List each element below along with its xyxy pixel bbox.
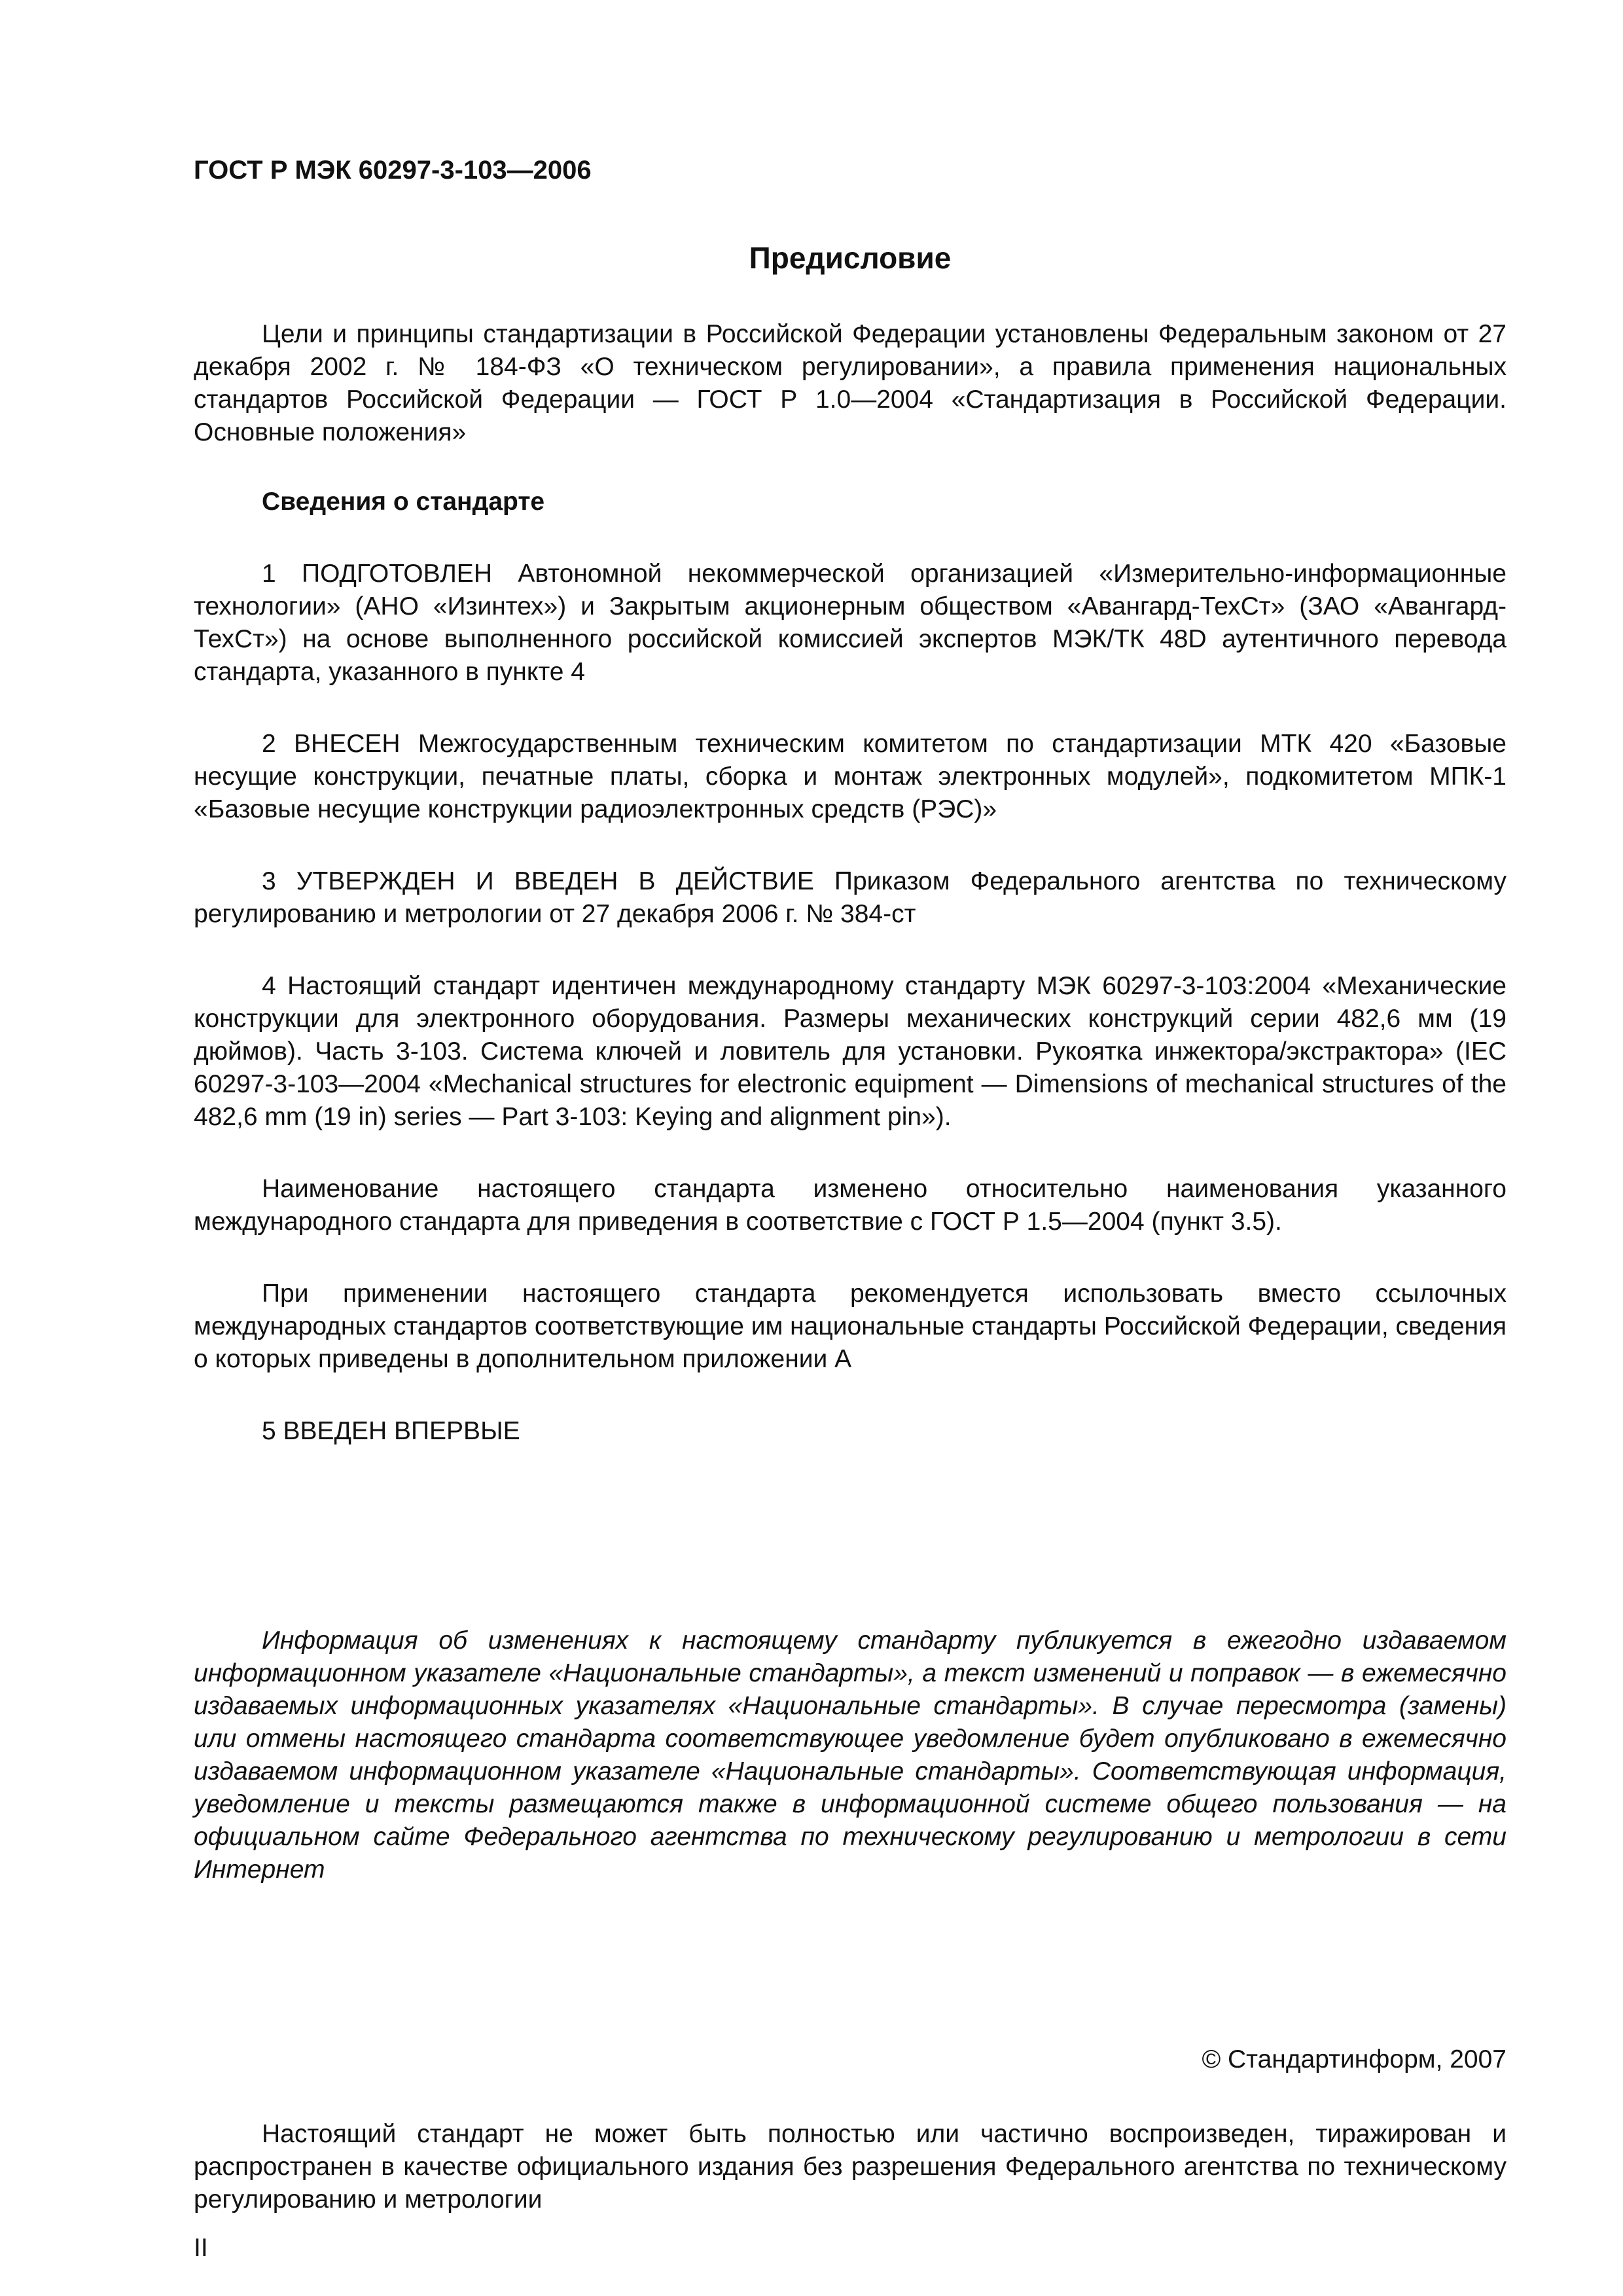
item-identical: 4 Настоящий стандарт идентичен международному стандарту МЭК 60297-3-103:2004 «Механические конструкции для электронного оборудования. Размеры механических конструкций серии 482,6 мм (19 дюймов). Часть 3-103. Система ключей и ловитель для установки. Рукоятка инжектора/экстрактора» (IEC 60297-3-103—2004 «Mechanical structures for electronic equipment — Dimensions of mechanical structures of the 482,6 mm (19 in) series — Part 3-103: Keying and alignment pin»). [194, 972, 1507, 1131]
changes-notice: Информация об изменениях к настоящему стандарту публикуется в ежегодно издаваемом информационном указателе «Национальные стандарты», а текст изменений и поправок — в ежемесячно издаваемых информационных указателях «Национальные стандарты». В случае пересмотра (замены) или отмены настоящего стандарта соответствующее уведомление будет опубликовано в ежемесячно издаваемом информационном указателе «Национальные стандарты». Соответствующая информация, уведомление и тексты размещаются также в информационной системе общего пользования — на официальном сайте Федерального агентства по техническому регулированию и метрологии в сети Интернет [194, 1626, 1507, 1884]
item-first-introduced: 5 ВВЕДЕН ВПЕРВЫЕ [262, 1417, 520, 1445]
intro-paragraph: Цели и принципы стандартизации в Российской Федерации установлены Федеральным законом от 27 декабря 2002 г. № 184-ФЗ «О техническом регулировании», а правила применения национальных стандартов Российской Федерации — ГОСТ Р 1.0—2004 «Стандартизация в Российской Федерации. Основные положения» [194, 320, 1507, 446]
standard-code-header: ГОСТ Р МЭК 60297-3-103—2006 [194, 156, 592, 185]
item-submitted: 2 ВНЕСЕН Межгосударственным техническим комитетом по стандартизации МТК 420 «Базовые несущие конструкции, печатные платы, сборка и монтаж электронных модулей», подкомитетом МПК-1 «Базовые несущие конструкции радиоэлектронных средств (РЭС)» [194, 730, 1507, 823]
item-prepared: 1 ПОДГОТОВЛЕН Автономной некоммерческой организацией «Измерительно-информационные технологии» (АНО «Изинтех») и Закрытым акционерным обществом «Авангард-ТехСт» (ЗАО «Авангард-ТехСт») на основе выполненного российской комиссией экспертов МЭК/ТК 48D аутентичного перевода стандарта, указанного в пункте 4 [194, 560, 1507, 686]
legal-notice: Настоящий стандарт не может быть полностью или частично воспроизведен, тиражирован и распространен в качестве официального издания без разрешения Федерального агентства по техническому регулированию и метрологии [194, 2120, 1507, 2214]
item-references: При применении настоящего стандарта рекомендуется использовать вместо ссылочных международных стандартов соответствующие им национальные стандарты Российской Федерации, сведения о которых приведены в дополнительном приложении А [194, 1280, 1507, 1373]
page-number: II [194, 2234, 208, 2262]
section-heading: Сведения о стандарте [262, 488, 545, 516]
item-name-change: Наименование настоящего стандарта изменено относительно наименования указанного международного стандарта для приведения в соответствие с ГОСТ Р 1.5—2004 (пункт 3.5). [194, 1175, 1507, 1236]
page-title: Предисловие [749, 241, 952, 275]
item-approved: 3 УТВЕРЖДЕН И ВВЕДЕН В ДЕЙСТВИЕ Приказом Федерального агентства по техническому регулированию и метрологии от 27 декабря 2006 г. № 384-ст [194, 867, 1507, 928]
document-page [194, 154, 1507, 2262]
copyright-line: © Стандартинформ, 2007 [1202, 2045, 1507, 2073]
